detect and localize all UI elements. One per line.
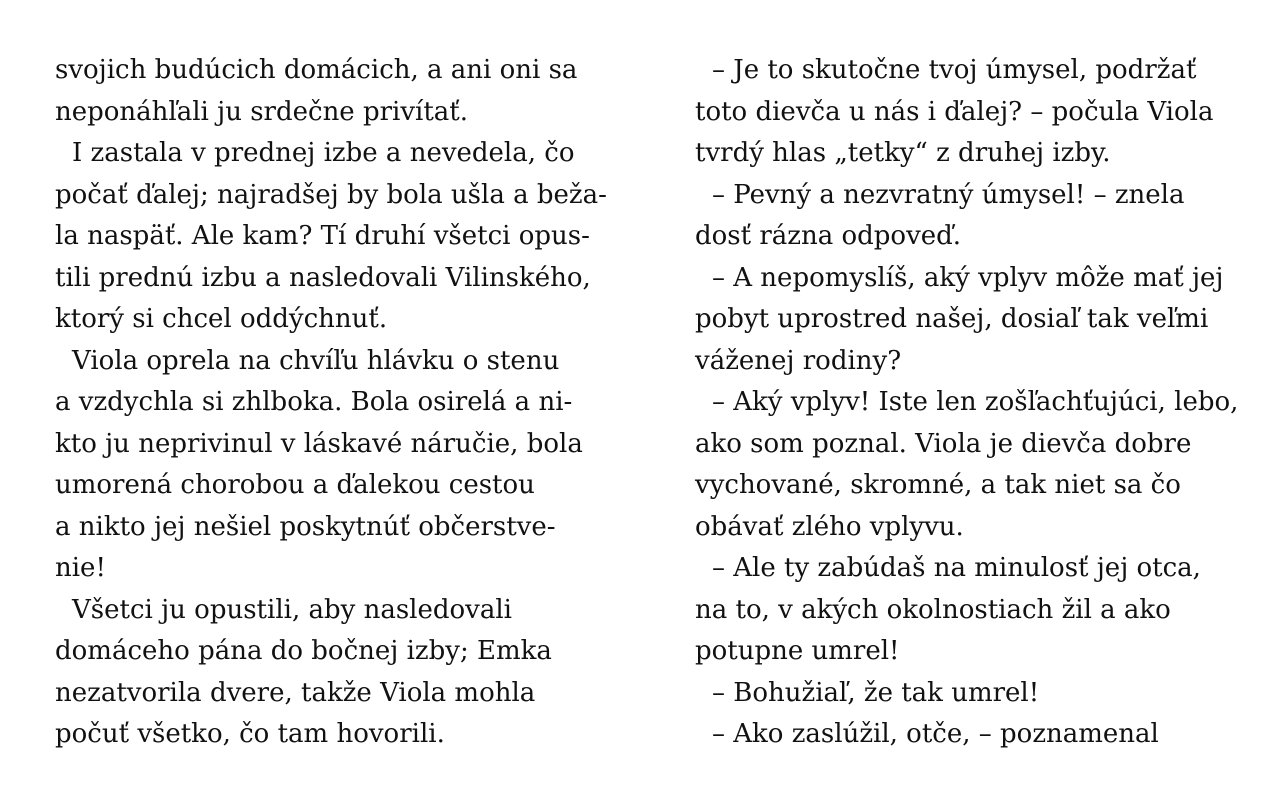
text-line: nie! xyxy=(55,553,106,583)
text-line: ktorý si chcel oddýchnuť. xyxy=(55,304,388,334)
text-line: ako som poznal. Viola je dievča dobre xyxy=(695,428,1192,459)
text-line: a vzdychla si zhlboka. Bola osirelá a ni- xyxy=(55,387,573,417)
text-line: Viola oprela na chvíľu hlávku o stenu xyxy=(72,345,560,376)
text-line: kto ju neprivinul v láskavé náručie, bola xyxy=(55,428,583,459)
text-line: la naspäť. Ale kam? Tí druhí všetci opus- xyxy=(55,221,590,251)
right-text-column xyxy=(695,50,1239,756)
text-line: potupne umrel! xyxy=(695,636,900,666)
text-line: – Ale ty zabúdaš na minulosť jej otca, xyxy=(712,553,1201,583)
text-line: pobyt uprostred našej, dosiaľ tak veľmi xyxy=(695,304,1209,334)
text-line: svojich budúcich domácich, a ani oni sa xyxy=(55,55,578,85)
text-line: tvrdý hlas „tetky“ z druhej izby. xyxy=(695,138,1111,168)
text-line: počuť všetko, čo tam hovorili. xyxy=(55,719,445,749)
text-line: – Aký vplyv! Iste len zošľachťujúci, lebo, xyxy=(712,387,1239,417)
text-line: váženej rodiny? xyxy=(695,345,902,376)
text-line: Všetci ju opustili, aby nasledovali xyxy=(72,594,512,625)
text-line: počať ďalej; najradšej by bola ušla a beža- xyxy=(55,179,607,210)
text-line: I zastala v prednej izbe a nevedela, čo xyxy=(72,138,575,168)
text-line: obávať zlého vplyvu. xyxy=(695,511,964,542)
text-line: na to, v akých okolnostiach žil a ako xyxy=(695,594,1171,625)
left-text-column xyxy=(55,50,607,756)
text-line: – A nepomyslíš, aký vplyv môže mať jej xyxy=(712,262,1224,293)
text-line: neponáhľali ju srdečne privítať. xyxy=(55,96,469,127)
text-line: – Je to skutočne tvoj úmysel, podržať xyxy=(712,55,1197,85)
text-line: toto dievča u nás i ďalej? – počula Viola xyxy=(695,96,1214,127)
text-line: tili prednú izbu a nasledovali Vilinského, xyxy=(55,262,591,293)
text-line: umorená chorobou a ďalekou cestou xyxy=(55,470,535,500)
text-line: – Ako zaslúžil, otče, – poznamenal xyxy=(712,719,1159,749)
text-line: nezatvorila dvere, takže Viola mohla xyxy=(55,677,536,708)
text-line: vychované, skromné, a tak niet sa čo xyxy=(695,470,1181,500)
text-line: – Bohužiaľ, že tak umrel! xyxy=(712,677,1040,708)
text-line: – Pevný a nezvratný úmysel! – znela xyxy=(712,179,1185,210)
text-line: a nikto jej nešiel poskytnúť občerstve- xyxy=(55,511,556,542)
text-line: dosť rázna odpoveď. xyxy=(695,221,962,251)
text-line: domáceho pána do bočnej izby; Emka xyxy=(55,636,552,666)
